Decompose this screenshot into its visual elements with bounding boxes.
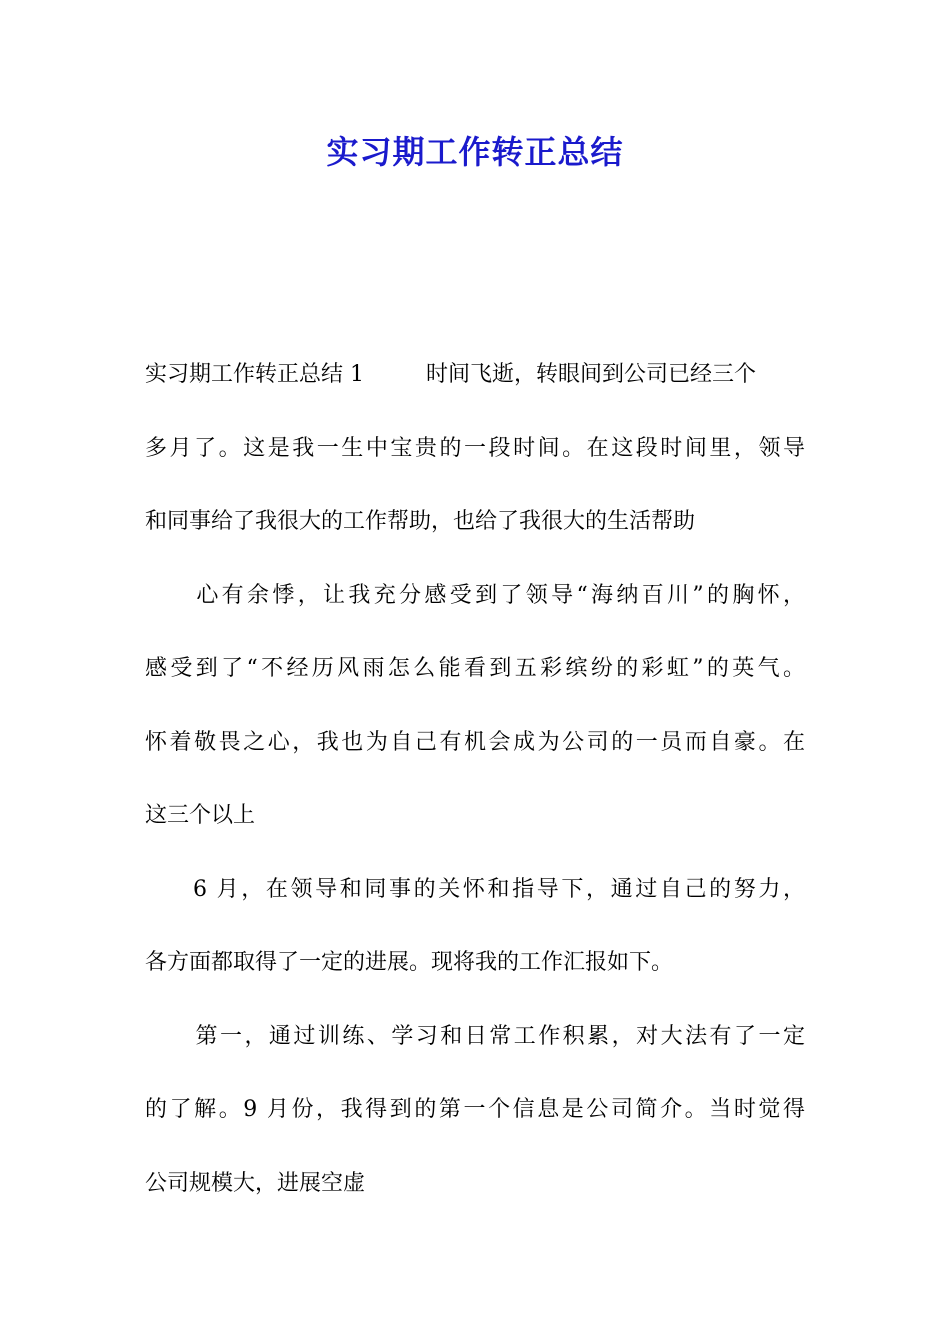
paragraph-text: 第一，通过训练、学习和日常工作积累，对大法有了一定 [193,1023,805,1049]
paragraph-line-9 [145,926,805,1000]
paragraph-text: 这三个以上 [145,803,256,828]
paragraph-text: 6 月，在领导和同事的关怀和指导下，通过自己的努力， [193,876,805,902]
paragraph-text: 怀着敬畏之心，我也为自己有机会成为公司的一员而自豪。在 [145,729,805,755]
document-title: 实习期工作转正总结 [326,133,624,171]
paragraph-line-6 [145,706,805,780]
paragraph-text: 和同事给了我很大的工作帮助，也给了我很大的生活帮助 [145,509,696,534]
paragraph-line-3 [145,485,805,559]
document-body [145,338,805,1220]
paragraph-text: 感受到了“不经历风雨怎么能看到五彩缤纷的彩虹”的英气。 [145,656,805,681]
paragraph-line-10 [145,1000,805,1074]
paragraph-text: 的了解。9 月份，我得到的第一个信息是公司简介。当时觉得 [145,1097,805,1122]
paragraph-line-1 [145,338,805,412]
paragraph-text: 多月了。这是我一生中宝贵的一段时间。在这段时间里，领导 [145,435,805,461]
paragraph-line-2 [145,412,805,486]
paragraph-text: 时间飞逝，转眼间到公司已经三个 [426,362,757,387]
paragraph-line-7 [145,779,805,853]
paragraph-line-11 [145,1073,805,1147]
paragraph-line-12 [145,1147,805,1221]
paragraph-line-4 [145,559,805,633]
paragraph-text: 公司规模大，进展空虚 [145,1170,366,1196]
section-heading-inline: 实习期工作转正总结 1 [145,362,364,387]
paragraph-text: 心有余悸，让我充分感受到了领导“海纳百川”的胸怀， [193,582,805,608]
paragraph-line-5 [145,632,805,706]
paragraph-text: 各方面都取得了一定的进展。现将我的工作汇报如下。 [145,950,674,975]
paragraph-line-8 [145,853,805,927]
